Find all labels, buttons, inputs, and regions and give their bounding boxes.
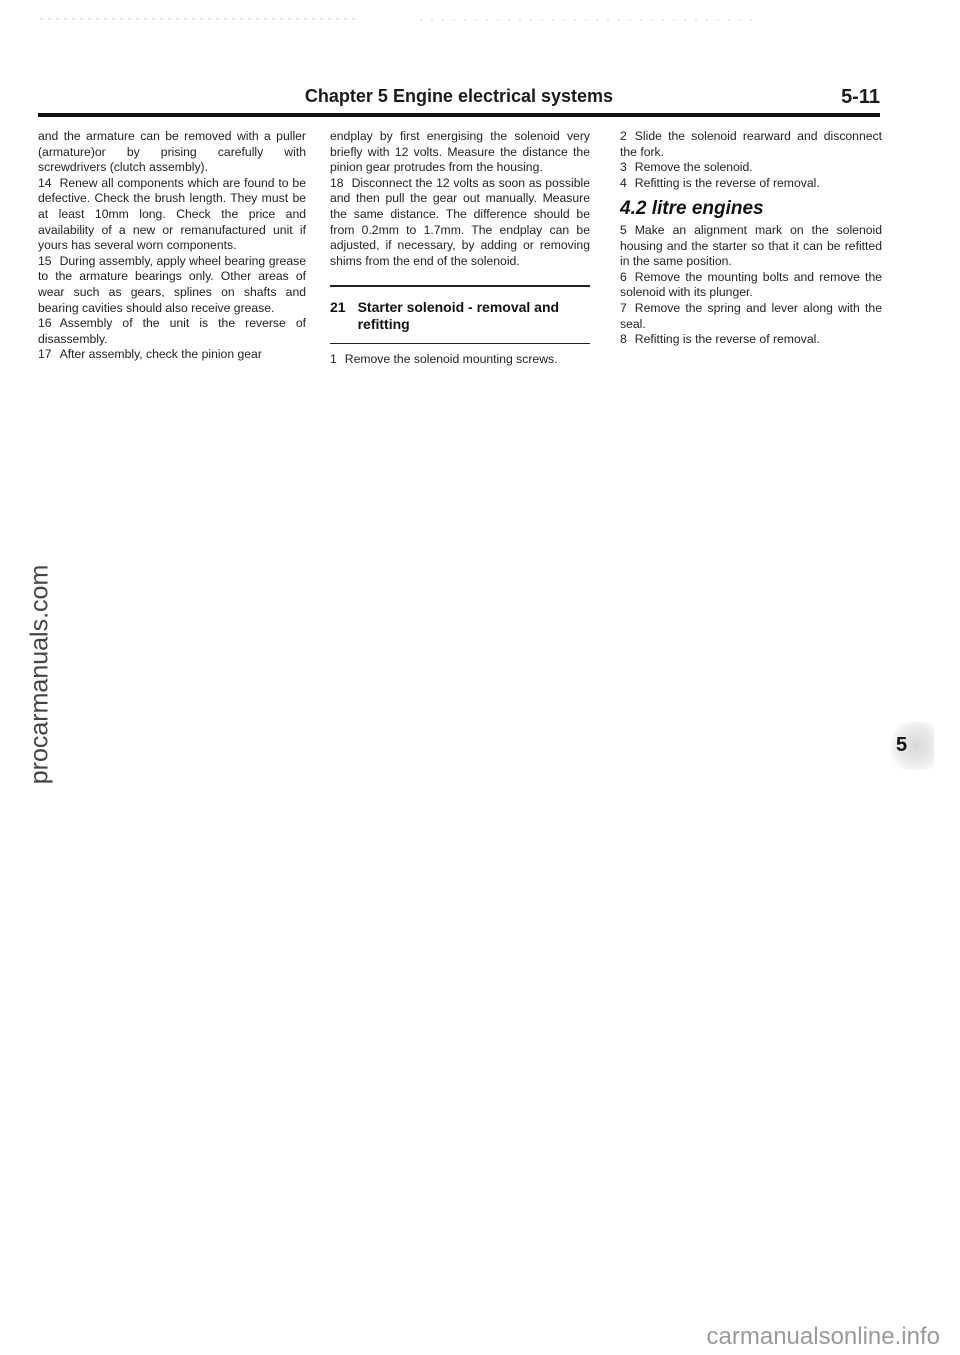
paragraph-3: 3 Remove the solenoid. bbox=[620, 160, 753, 175]
paragraph-2: 2 Slide the solenoid rearward and disconnect the fork. bbox=[620, 129, 882, 159]
page-number: 5-11 bbox=[841, 86, 880, 108]
paragraph-14: 14 Renew all components which are found to be defective. Check the brush length. They must be at least 10mm long. Check the price and availability of a new or remanufactured unit if yours has several worn components. bbox=[38, 175, 306, 253]
paragraph-continued: and the armature can be removed with a puller (armature)or by prising carefully with screwdrivers (clutch assembly). bbox=[38, 129, 306, 175]
paragraph-4: 4 Refitting is the reverse of removal. bbox=[620, 175, 820, 190]
subsection-heading: 4.2 litre engines bbox=[620, 198, 764, 220]
paragraph-18: 18 Disconnect the 12 volts as soon as possible and then pull the gear out manually. Measure the same distance. The difference should be from 0.2mm to 1.7mm. The endplay can be adjusted, if necessary, by adding or removing shims from the end of the solenoid. bbox=[330, 175, 590, 268]
chapter-tab-number: 5 bbox=[896, 734, 908, 756]
paragraph-continued: endplay by first energising the solenoid very briefly with 12 volts. Measure the distance the pinion gear protrudes from the housing. bbox=[330, 129, 590, 175]
paragraph-1: 1 Remove the solenoid mounting screws. bbox=[330, 352, 558, 367]
paragraph-6: 6 Remove the mounting bolts and remove the solenoid with its plunger. bbox=[620, 269, 882, 300]
column-1 bbox=[38, 129, 306, 363]
side-watermark: procarmanuals.com bbox=[25, 564, 54, 785]
paragraph-7: 7 Remove the spring and lever along with the seal. bbox=[620, 300, 882, 331]
column-3 bbox=[620, 129, 882, 348]
column-2 bbox=[330, 129, 590, 368]
paragraph-8: 8 Refitting is the reverse of removal. bbox=[620, 332, 820, 347]
header-rule bbox=[38, 113, 880, 117]
chapter-thumb-tab bbox=[890, 722, 934, 770]
paragraph-15: 15 During assembly, apply wheel bearing grease to the armature bearings only. Other areas of wear such as gears, splines on shafts and bearing cavities should also receive grease. bbox=[38, 253, 306, 315]
paragraph-16: 16 Assembly of the unit is the reverse of disassembly. bbox=[38, 316, 306, 346]
chapter-title: Chapter 5 Engine electrical systems bbox=[304, 86, 614, 106]
section-heading bbox=[330, 287, 590, 343]
section-title: Starter solenoid - removal and refitting bbox=[357, 298, 560, 332]
page-header bbox=[38, 86, 880, 112]
paragraph-5: 5 Make an alignment mark on the solenoid housing and the starter so that it can be refitted in the same position. bbox=[620, 222, 882, 269]
footer-watermark: carmanualsonline.info bbox=[706, 1323, 940, 1350]
paragraph-17: 17 After assembly, check the pinion gear bbox=[38, 347, 262, 362]
section-number: 21 bbox=[330, 298, 346, 315]
scan-noise bbox=[40, 12, 920, 26]
